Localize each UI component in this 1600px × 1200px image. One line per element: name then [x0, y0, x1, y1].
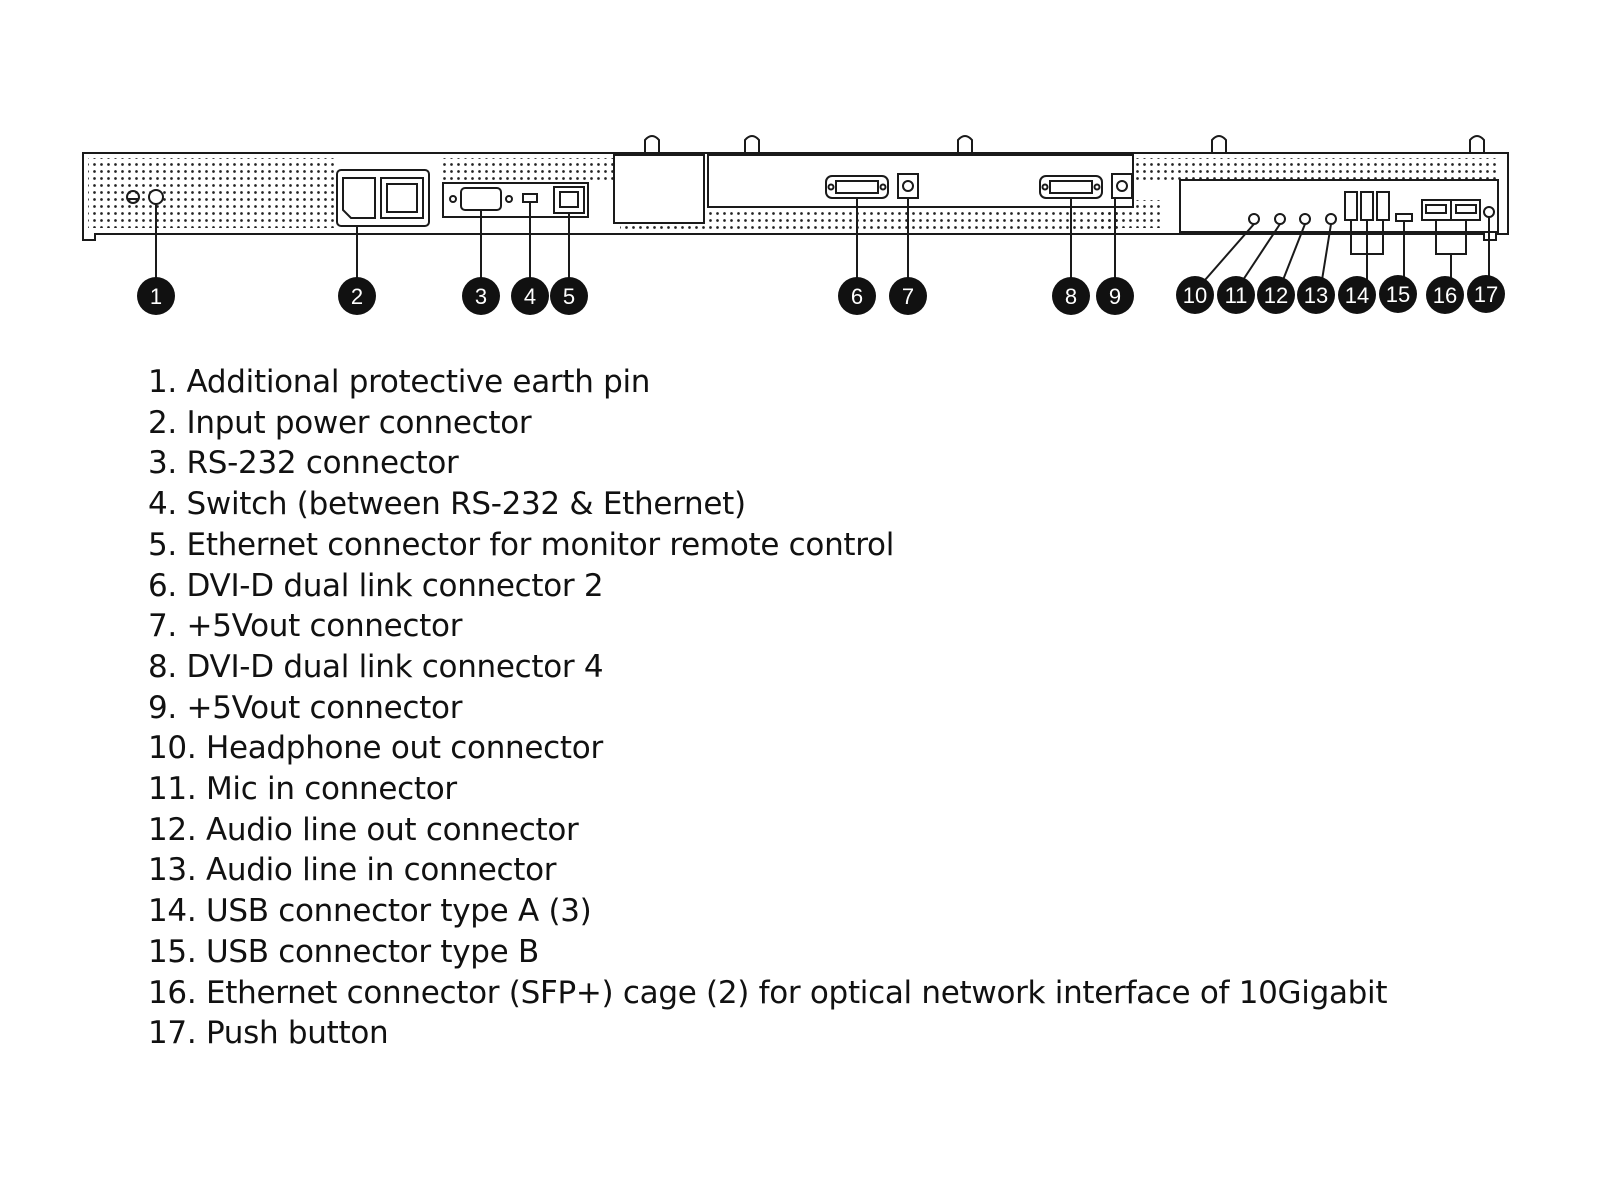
legend-item: 8. DVI-D dual link connector 4 [148, 648, 604, 685]
sfp-cages [1422, 200, 1480, 220]
push-button-icon [1484, 207, 1494, 217]
callout-number: 10 [1182, 283, 1208, 308]
dvi-connector-icon [1040, 174, 1132, 198]
callout-number: 5 [562, 284, 576, 309]
callout-number: 11 [1224, 283, 1248, 308]
callout-number: 9 [1108, 284, 1122, 309]
legend-item: 9. +5Vout connector [148, 689, 463, 726]
callout-number: 8 [1064, 284, 1078, 309]
legend-item: 5. Ethernet connector for monitor remote control [148, 526, 895, 563]
legend-item: 11. Mic in connector [148, 771, 457, 808]
usb-a-ports [1345, 192, 1389, 220]
legend-item: 1. Additional protective earth pin [148, 364, 651, 400]
legend-item: 17. Push button [148, 1015, 389, 1052]
callout-number: 7 [901, 284, 915, 309]
legend-item: 15. USB connector type B [148, 933, 539, 970]
legend-item: 14. USB connector type A (3) [148, 893, 592, 930]
legend-item: 2. Input power connector [148, 404, 532, 441]
legend-item: 6. DVI-D dual link connector 2 [148, 567, 604, 604]
usb-b-port [1396, 214, 1412, 221]
callout-number: 14 [1344, 283, 1370, 308]
legend-item: 4. Switch (between RS-232 & Ethernet) [148, 486, 746, 523]
callout-number: 12 [1263, 283, 1289, 308]
callout-number: 13 [1303, 283, 1329, 308]
rear-panel-diagram [0, 0, 1600, 340]
legend-item: 12. Audio line out connector [148, 811, 579, 848]
legend-item: 13. Audio line in connector [148, 852, 557, 889]
power-inlet-icon [337, 170, 429, 226]
callout-number: 6 [850, 284, 864, 309]
callout-number: 2 [350, 284, 364, 309]
callout-markers [137, 275, 1505, 315]
callout-number: 1 [149, 284, 163, 309]
callout-number: 17 [1473, 282, 1499, 307]
callout-number: 4 [523, 284, 537, 309]
callout-number: 16 [1432, 283, 1458, 308]
legend-item: 7. +5Vout connector [148, 608, 463, 645]
callout-number: 15 [1385, 282, 1411, 307]
legend-item: 3. RS-232 connector [148, 445, 459, 482]
dvi-connector-icon [826, 174, 918, 198]
legend-item: 10. Headphone out connector [148, 730, 603, 767]
callout-number: 3 [474, 284, 488, 309]
legend-item: 16. Ethernet connector (SFP+) cage (2) for optical network interface of 10Gigabit [148, 974, 1388, 1011]
rs232-block [443, 183, 588, 217]
legend-list [148, 362, 1387, 1054]
